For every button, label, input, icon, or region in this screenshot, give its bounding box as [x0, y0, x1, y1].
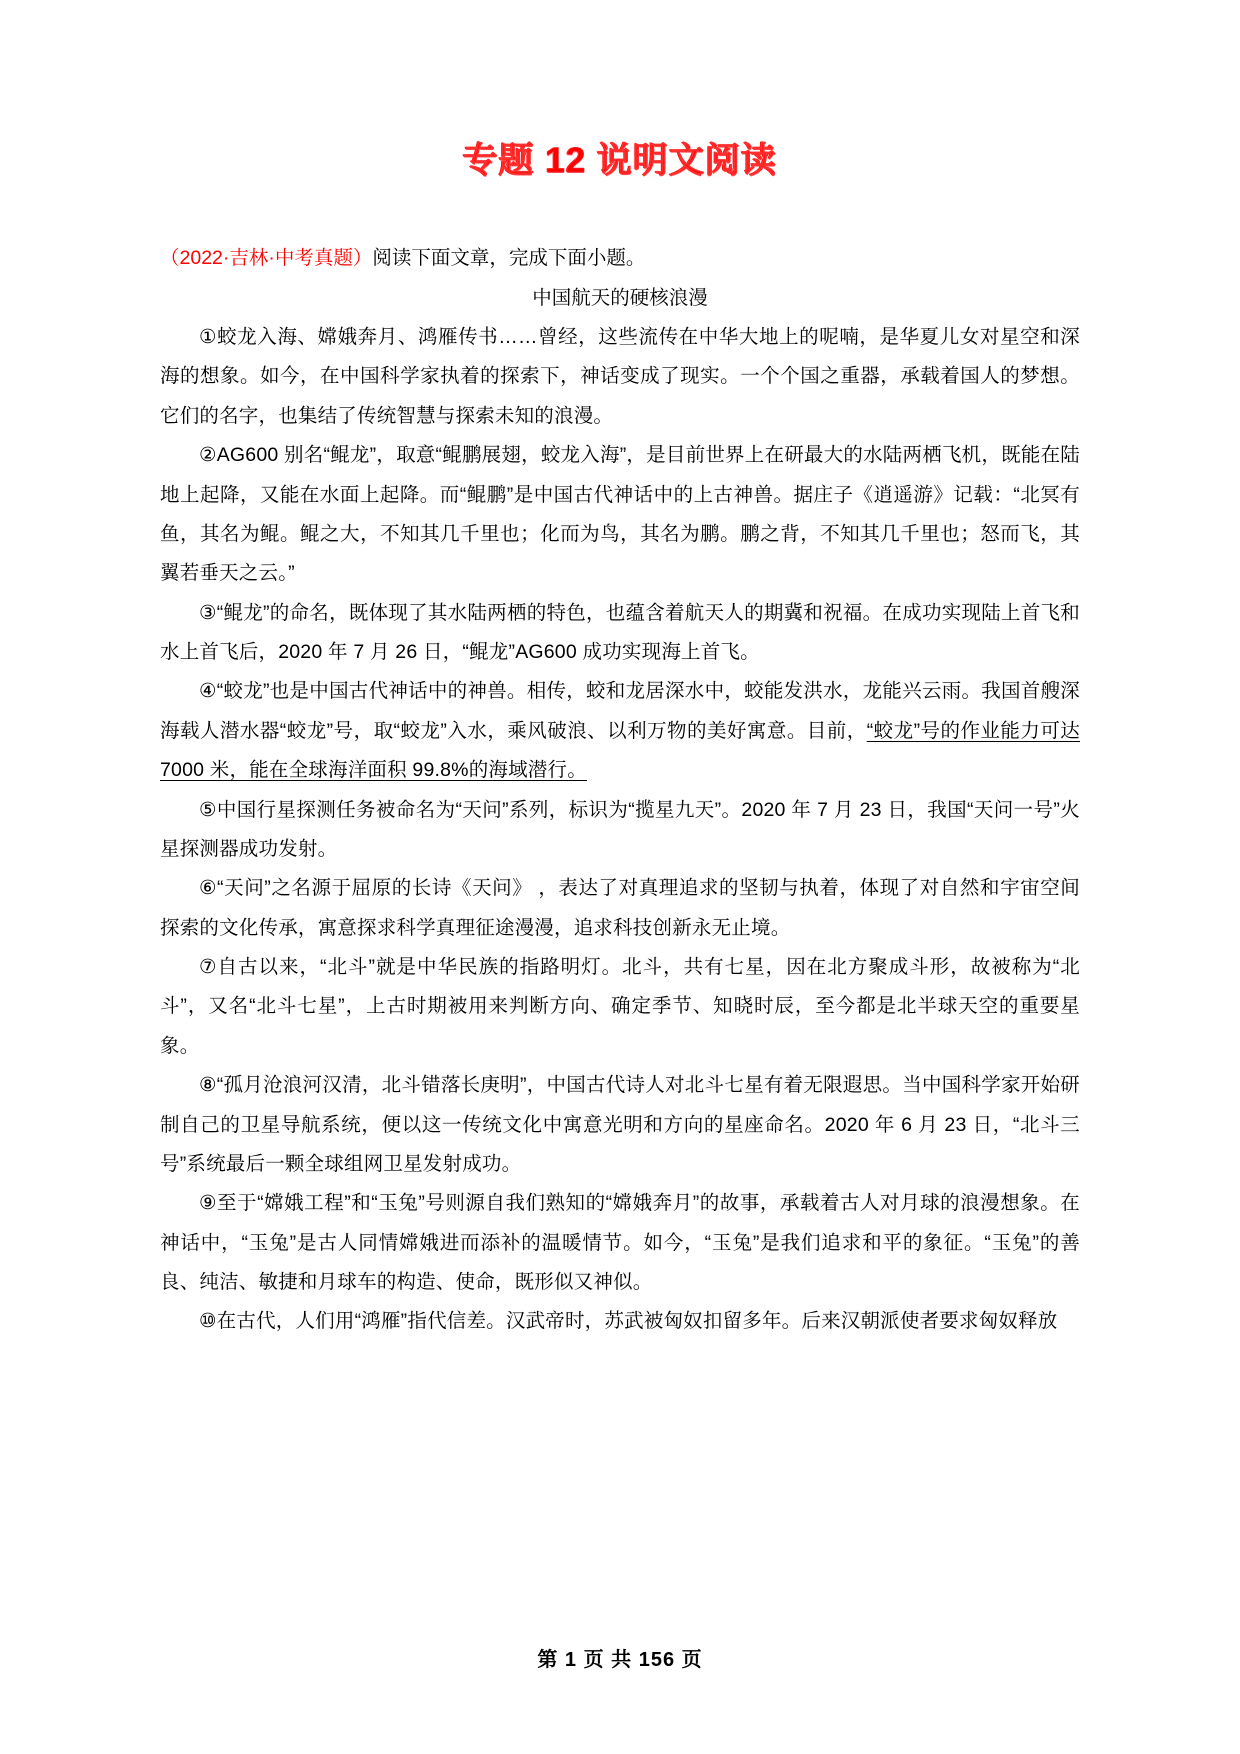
- paragraph-4-underlined-sentence: “蛟龙”号的作业能力可达 7000 米，能在全球海洋面积 99.8%的海域潜行。: [160, 719, 1081, 782]
- document-body: [160, 182, 1080, 1342]
- page-footer: 第 1 页 共 156 页: [537, 1649, 703, 1671]
- source-tag: （2022·吉林·中考真题）: [160, 247, 373, 269]
- paragraph-4: [160, 672, 1080, 790]
- paragraph-5: ⑤中国行星探测任务被命名为“天问”系列，标识为“揽星九天”。2020 年 7 月 23 日，我国“天问一号”火星探测器成功发射。: [160, 798, 1080, 860]
- paragraph-10: ⑩在古代，人们用“鸿雁”指代信差。汉武帝时，苏武被匈奴扣留多年。后来汉朝派使者要求匈奴释放: [199, 1310, 1058, 1333]
- page-title: 专题 12 说明文阅读: [462, 141, 778, 180]
- article-title: 中国航天的硬核浪漫: [532, 287, 708, 310]
- paragraph-6: ⑥“天问”之名源于屈原的长诗《天问》 ，表达了对真理追求的坚韧与执着，体现了对自然和宇宙空间探索的文化传承，寓意探求科学真理征途漫漫，追求科技创新永无止境。: [160, 877, 1080, 939]
- source-instruction: 阅读下面文章，完成下面小题。: [372, 247, 646, 269]
- paragraph-3: ③“鲲龙”的命名，既体现了其水陆两栖的特色，也蕴含着航天人的期冀和祝福。在成功实现陆上首飞和水上首飞后，2020 年 7 月 26 日，“鲲龙”AG600 成功实现海上首飞。: [160, 601, 1080, 664]
- paragraph-7: ⑦自古以来，“北斗”就是中华民族的指路明灯。北斗，共有七星，因在北方聚成斗形，故被称为“北斗”，又名“北斗七星”，上古时期被用来判断方向、确定季节、知晓时辰，至今都是北半球天空的重要星象。: [160, 956, 1080, 1057]
- source-line: [160, 240, 1080, 277]
- paragraph-9: ⑨至于“嫦娥工程”和“玉兔”号则源自我们熟知的“嫦娥奔月”的故事，承载着古人对月球的浪漫想象。在神话中，“玉兔”是古人同情嫦娥进而添补的温暖情节。如今，“玉兔”是我们追求和平的象征。“玉兔”的善良、纯洁、敏捷和月球车的构造、使命，既形似又神似。: [160, 1192, 1080, 1294]
- paragraph-1: ①蛟龙入海、嫦娥奔月、鸿雁传书……曾经，这些流传在中华大地上的呢喃，是华夏儿女对星空和深海的想象。如今，在中国科学家执着的探索下，神话变成了现实。一个个国之重器，承载着国人的梦想。它们的名字，也集结了传统智慧与探索未知的浪漫。: [160, 326, 1080, 427]
- paragraph-8: ⑧“孤月沧浪河汉清，北斗错落长庚明”，中国古代诗人对北斗七星有着无限遐思。当中国科学家开始研制自己的卫星导航系统，便以这一传统文化中寓意光明和方向的星座命名。2020 年 6 月 23 日，“北斗三号”系统最后一颗全球组网卫星发射成功。: [160, 1074, 1080, 1175]
- paragraph-4-prefix: ④“蛟龙”也是中国古代神话中的神兽。相传，蛟和龙居深水中，蛟能发洪水，龙能兴云雨。我国首艘深海载人潜水器“蛟龙”号，取“蛟龙”入水，乘风破浪、以利万物的美好寓意。目前，: [160, 680, 1080, 742]
- paragraph-2: ②AG600 别名“鲲龙”，取意“鲲鹏展翅，蛟龙入海”，是目前世界上在研最大的水陆两栖飞机，既能在陆地上起降，又能在水面上起降。而“鲲鹏”是中国古代神话中的上古神兽。据庄子《逍遥游》记载：“北冥有鱼，其名为鲲。鲲之大，不知其几千里也；化而为鸟，其名为鹏。鹏之背，不知其几千里也；怒而飞，其翼若垂天之云。”: [160, 444, 1080, 585]
